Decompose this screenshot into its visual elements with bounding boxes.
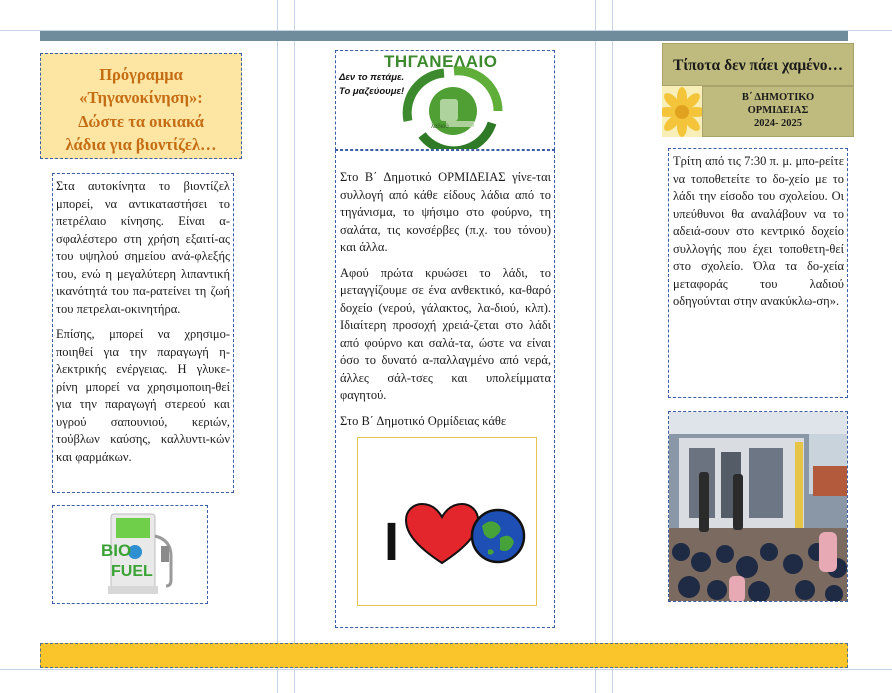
fuel-pump-icon [53, 506, 207, 603]
letter-i: I [384, 512, 400, 572]
biodiesel-text-box [52, 173, 234, 493]
paragraph: Αφού πρώτα κρυώσει το λάδι, το μεταγγίζουμε σε ένα ανθεκτικό, κα-θαρό δοχείο (νερού, γάλακτος, λα-διού, κλπ). Ιδιαίτερη προσοχή χρειά-ζεται στο λάδι από φούρνο και σαλά-τα, ώστε να είναι όσο το δυνατό α-παλλαγμένο από νερά, άλλες σάλ-τσες και υπολείμματα φαγητού. [340, 265, 551, 402]
title-line: λάδια για βιοντίζελ… [65, 135, 217, 155]
paragraph: Στο Β΄ Δημοτικό Ορμίδειας κάθε [340, 413, 507, 428]
slogan-banner: Τίποτα δεν πάει χαμένο… [662, 43, 854, 86]
program-title-box [40, 53, 242, 159]
column-guide [612, 0, 613, 693]
slogan-line: Δεν το πετάμε. [339, 72, 405, 83]
title-line: Πρόγραμμα [99, 65, 183, 84]
slogan-line: Το μαζεύουμε! [339, 85, 405, 97]
tiganelaio-logo [335, 50, 555, 150]
school-line: Β΄ ΔΗΜΟΤΙΚΟ [741, 92, 815, 103]
school-line: ΟΡΜΙΔΕΙΑΣ [747, 105, 809, 117]
logo-slogan [339, 71, 411, 99]
biofuel-pump-image [52, 505, 208, 604]
earth-globe-icon [472, 510, 524, 562]
i-love-earth-image [357, 437, 537, 606]
school-name-box [702, 86, 854, 137]
paragraph: Στα αυτοκίνητα το βιοντίζελ μπορεί, να αντικαταστήσει το πετρέλαιο κίνησης. Είναι α-σφαλέστερο στη χρήση εξαιτί-ας του υψηλού σημείου ανά-φλεξής του, ενώ η μεγαλύτερη λιπαντική ικανότητά του πα-ρατείνει τη ζωή του πετρελαι-οκινητήρα. [56, 179, 230, 316]
column-guide [595, 0, 596, 693]
school-header [662, 86, 854, 137]
paragraph: Τρίτη από τις 7:30 π. μ. μπο-ρείτε να τοποθετείτε το δο-χείο με το λάδι την είσοδο του σχολείου. Οι υπεύθυνοι θα αναλάβουν να το αδειά-σουν στο κεντρικό δοχείο συλλογής που έχει τοποθετη-θεί στο σχολείο. Όλα τα δο-χεία μεταφοράς του λαδιού οδηγούνται στην ανακύκλω-ση». [673, 154, 844, 308]
top-decorative-bar [40, 31, 848, 41]
school-event-photo [668, 411, 848, 602]
fuel-label: FUEL [111, 563, 153, 580]
heart-icon [406, 504, 478, 563]
flower-image [662, 86, 702, 137]
logo-title: ΤΗΓΑΝΕΛΑΙΟ [384, 52, 498, 71]
column-guide [277, 0, 278, 693]
sunflower-icon [662, 86, 702, 137]
paragraph: Επίσης, μπορεί να χρησιμο-ποιηθεί για την παραγωγή η-λεκτρικής ενέργειας. Η γλυκε-ρίνη μπορεί να χρησιμοποιη-θεί για την παραγωγή στερεού και υγρού σαπουνιού, κεριών, τούβλων καύσης, καλλυντι-κών και φαρμάκων. [56, 327, 230, 464]
title-line: «Τηγανοκίνηση»: [79, 88, 203, 108]
logo-tiny-label: λαδιού [431, 124, 449, 130]
margin-guide [0, 669, 892, 670]
bio-label: BIO [101, 541, 132, 560]
paragraph: Στο Β΄ Δημοτικό ΟΡΜΙΔΕΙΑΣ γίνε-ται συλλογή από κάθε είδους λάδια από το τηγάνισμα, το ψήσιμο στο φούρνο, τη σαλάτα, τις κονσέρβες (π.χ. του τόνου) και άλλα. [340, 170, 551, 254]
column-guide [294, 0, 295, 693]
dropoff-text-box [668, 148, 848, 398]
school-line: 2024- 2025 [753, 118, 803, 130]
title-line: Δώστε τα οικιακά [78, 111, 204, 131]
photo-scene [669, 412, 848, 602]
bottom-decorative-bar [40, 643, 848, 668]
